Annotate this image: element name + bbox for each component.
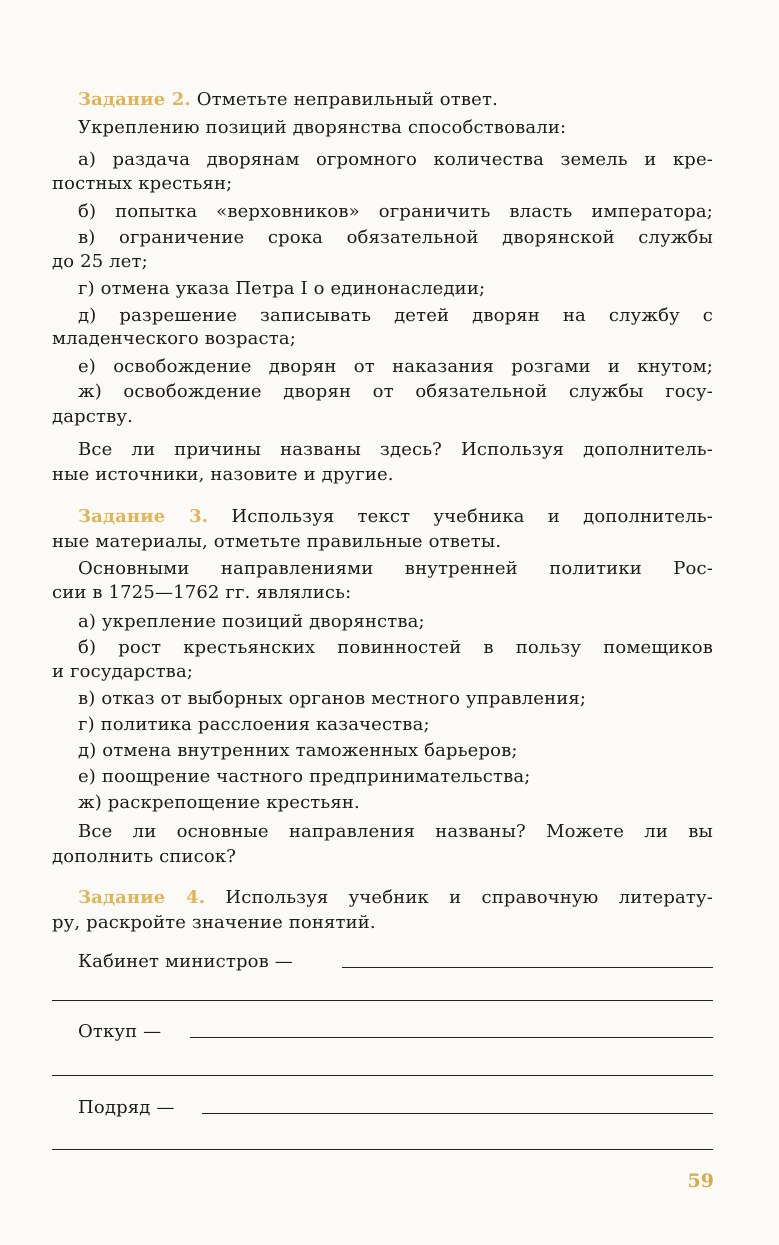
task3-instruction: Используя текст учебника и дополнитель- bbox=[208, 506, 713, 527]
task3-option-e: е) поощрение частного предпринимательства; bbox=[78, 766, 531, 787]
task3-intro-line2: сии в 1725—1762 гг. являлись: bbox=[52, 582, 352, 603]
task4-title-line bbox=[78, 886, 713, 910]
answer-line-cabinet-2[interactable] bbox=[52, 1000, 713, 1001]
task3-option-v: в) отказ от выборных органов местного управления; bbox=[78, 688, 587, 709]
task2-option-a-line2: постных крестьян; bbox=[52, 173, 233, 194]
task2-option-d-line2: младенческого возраста; bbox=[52, 328, 296, 349]
answer-line-otkup[interactable] bbox=[190, 1037, 713, 1038]
task2-heading: Задание 2. bbox=[78, 89, 191, 110]
task3-question-line2: дополнить список? bbox=[52, 846, 237, 867]
task2-title-line bbox=[78, 88, 713, 112]
task4-heading: Задание 4. bbox=[78, 887, 206, 908]
term-podryad: Подряд — bbox=[78, 1097, 175, 1118]
term-otkup: Откуп — bbox=[78, 1021, 162, 1042]
task2-question-line1: Все ли причины названы здесь? Используя дополнитель- bbox=[78, 439, 713, 460]
task2-option-e: е) освобождение дворян от наказания розгами и кнутом; bbox=[78, 356, 713, 377]
task2-instruction: Отметьте неправильный ответ. bbox=[190, 89, 498, 110]
answer-line-podryad[interactable] bbox=[202, 1113, 713, 1114]
task3-option-d: д) отмена внутренних таможенных барьеров; bbox=[78, 740, 518, 761]
task3-option-g: г) политика расслоения казачества; bbox=[78, 714, 430, 735]
task2-option-d-line1: д) разрешение записывать детей дворян на службу с bbox=[78, 305, 713, 326]
task2-question-line2: ные источники, назовите и другие. bbox=[52, 464, 394, 485]
task2-option-a-line1: а) раздача дворянам огромного количества земель и кре- bbox=[78, 149, 713, 170]
task4-instruction: Используя учебник и справочную литерату- bbox=[205, 887, 713, 908]
term-cabinet-of-ministers: Кабинет министров — bbox=[78, 951, 293, 972]
task3-option-zh: ж) раскрепощение крестьян. bbox=[78, 792, 360, 813]
task4-instruction-line2: ру, раскройте значение понятий. bbox=[52, 912, 376, 933]
task2-option-g: г) отмена указа Петра I о единонаследии; bbox=[78, 278, 486, 299]
answer-line-otkup-2[interactable] bbox=[52, 1075, 713, 1076]
task3-option-b-line1: б) рост крестьянских повинностей в пользу помещиков bbox=[78, 637, 713, 658]
task3-option-a: а) укрепление позиций дворянства; bbox=[78, 611, 425, 632]
task2-option-zh-line2: дарству. bbox=[52, 406, 134, 427]
task2-option-b: б) попытка «верховников» ограничить власть императора; bbox=[78, 201, 713, 222]
task2-option-v-line2: до 25 лет; bbox=[52, 251, 148, 272]
answer-line-cabinet[interactable] bbox=[342, 967, 713, 968]
task2-option-v-line1: в) ограничение срока обязательной дворянской службы bbox=[78, 227, 713, 248]
task3-title-line bbox=[78, 505, 713, 529]
task3-intro-line1: Основными направлениями внутренней политики Рос- bbox=[78, 558, 713, 579]
task2-option-zh-line1: ж) освобождение дворян от обязательной службы госу- bbox=[78, 381, 713, 402]
task3-question-line1: Все ли основные направления названы? Можете ли вы bbox=[78, 821, 713, 842]
task2-intro: Укреплению позиций дворянства способствовали: bbox=[78, 117, 567, 138]
task3-option-b-line2: и государства; bbox=[52, 661, 194, 682]
answer-line-podryad-2[interactable] bbox=[52, 1149, 713, 1150]
task3-instruction-line2: ные материалы, отметьте правильные ответы. bbox=[52, 531, 502, 552]
task3-heading: Задание 3. bbox=[78, 506, 209, 527]
page-number: 59 bbox=[687, 1170, 714, 1192]
